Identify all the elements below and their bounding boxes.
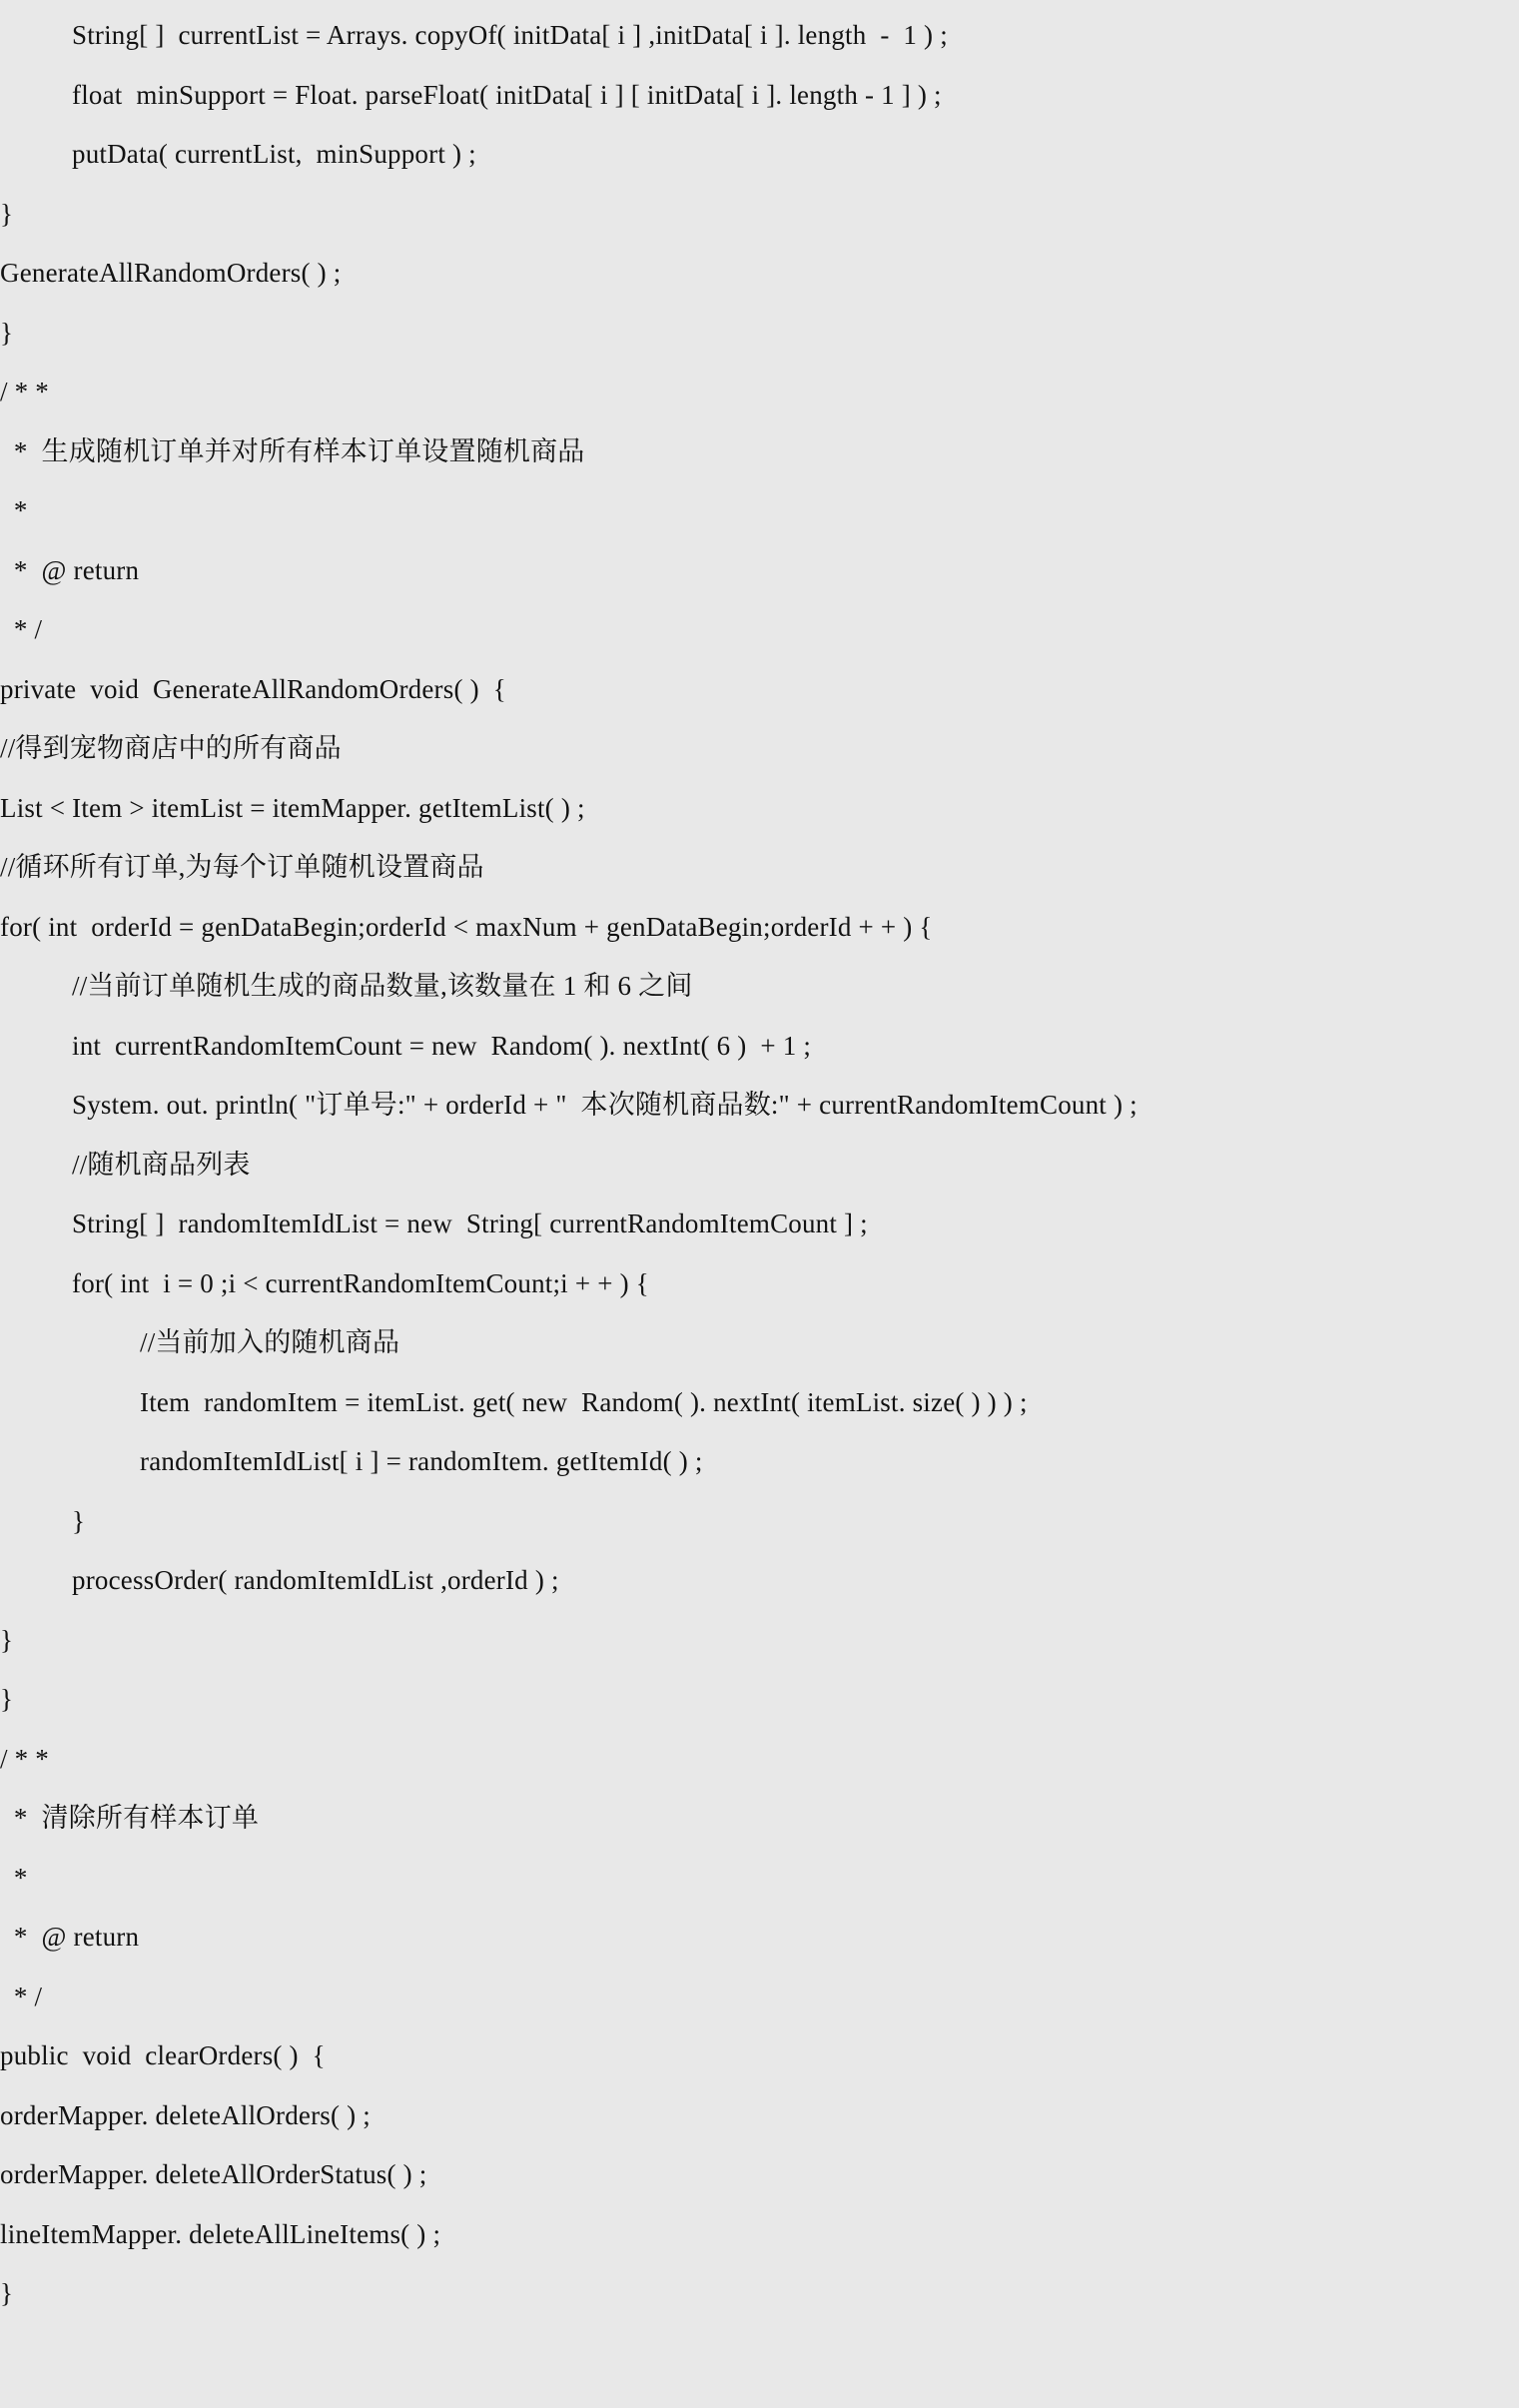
code-line: / * *	[0, 377, 50, 406]
code-line: }	[0, 198, 14, 229]
code-line: }	[0, 317, 14, 348]
code-line: processOrder( randomItemIdList ,orderId ) ;	[72, 1565, 559, 1595]
code-line: Item randomItem = itemList. get( new Random( ). nextInt( itemList. size( ) ) ) ;	[140, 1386, 1028, 1417]
code-line: randomItemIdList[ i ] = randomItem. getItemId( ) ;	[140, 1446, 703, 1476]
code-line: for( int orderId = genDataBegin;orderId < maxNum + genDataBegin;orderId + + ) {	[0, 911, 933, 942]
code-line: }	[0, 1684, 14, 1714]
code-line: *	[0, 495, 28, 525]
code-line: //随机商品列表	[72, 1149, 251, 1180]
code-line: lineItemMapper. deleteAllLineItems( ) ;	[0, 2218, 441, 2249]
code-line: }	[0, 1624, 14, 1655]
code-line: //循环所有订单,为每个订单随机设置商品	[0, 852, 484, 882]
code-line: * /	[0, 1981, 43, 2011]
code-line: String[ ] currentList = Arrays. copyOf( initData[ i ] ,initData[ i ]. length - 1 ) ;	[72, 20, 948, 50]
code-line: * /	[0, 614, 43, 644]
code-line: int currentRandomItemCount = new Random( ). nextInt( 6 ) + 1 ;	[72, 1030, 812, 1061]
code-line: orderMapper. deleteAllOrders( ) ;	[0, 2099, 371, 2130]
code-line: public void clearOrders( ) {	[0, 2040, 326, 2070]
code-line: *	[0, 1862, 28, 1893]
code-line: for( int i = 0 ;i < currentRandomItemCount;i + + ) {	[72, 1267, 649, 1298]
code-line: / * *	[0, 1743, 50, 1774]
code-line: * 生成随机订单并对所有样本订单设置随机商品	[0, 435, 585, 466]
code-line: * @ return	[0, 1922, 140, 1952]
code-line: GenerateAllRandomOrders( ) ;	[0, 258, 342, 288]
code-line: * @ return	[0, 554, 140, 585]
code-line: List < Item > itemList = itemMapper. getItemList( ) ;	[0, 792, 585, 823]
code-line: float minSupport = Float. parseFloat( initData[ i ] [ initData[ i ]. length - 1 ] ) ;	[72, 79, 942, 110]
code-line: private void GenerateAllRandomOrders( ) {	[0, 673, 506, 704]
code-line: }	[0, 2278, 14, 2308]
code-line: orderMapper. deleteAllOrderStatus( ) ;	[0, 2159, 427, 2189]
code-line: //当前加入的随机商品	[140, 1327, 400, 1357]
code-line: //当前订单随机生成的商品数量,该数量在 1 和 6 之间	[72, 971, 693, 1001]
code-line: * 清除所有样本订单	[0, 1803, 260, 1833]
code-line: //得到宠物商店中的所有商品	[0, 733, 342, 763]
code-line: }	[72, 1505, 86, 1536]
code-line: putData( currentList, minSupport ) ;	[72, 139, 476, 169]
code-line: System. out. println( "订单号:" + orderId + " 本次随机商品数:" + currentRandomItemCount ) ;	[72, 1090, 1138, 1120]
code-line: String[ ] randomItemIdList = new String[ currentRandomItemCount ] ;	[72, 1208, 868, 1238]
